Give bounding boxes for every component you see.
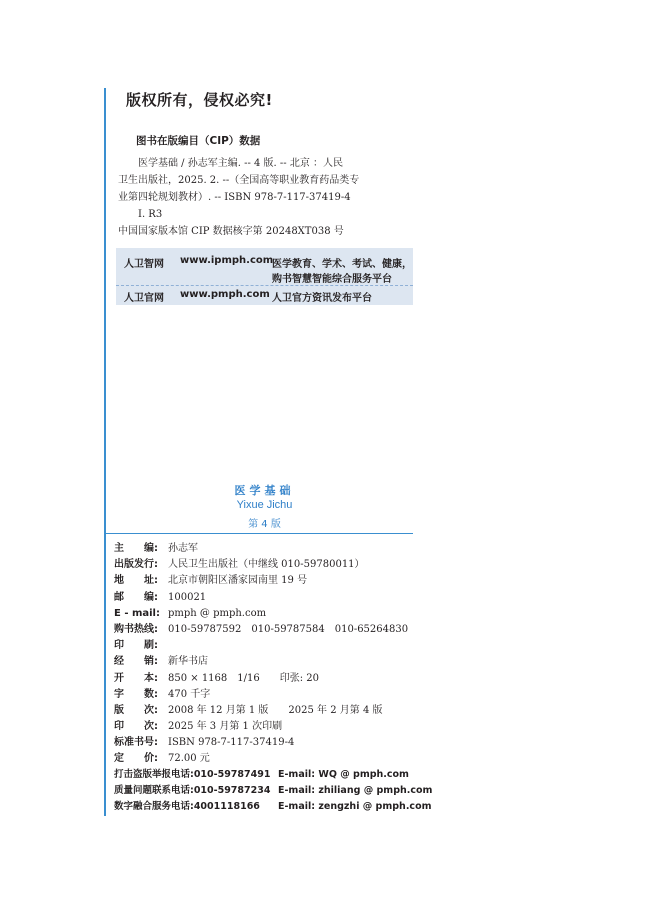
divider-line bbox=[106, 533, 413, 534]
colophon-value: 2008 年 12 月第 1 版 2025 年 2 月第 4 版 bbox=[168, 704, 383, 716]
colophon-row bbox=[114, 638, 414, 654]
colophon-row bbox=[114, 654, 414, 670]
colophon-label: 开 本: bbox=[114, 672, 158, 684]
platform-name: 人卫官网 bbox=[124, 293, 164, 304]
cip-title: 图书在版编目（CIP）数据 bbox=[136, 135, 261, 147]
contact-row bbox=[114, 799, 432, 815]
contact-label: 打击盗版举报电话: bbox=[114, 769, 194, 780]
colophon-value: 北京市朝阳区潘家园南里 19 号 bbox=[168, 575, 308, 587]
colophon-label: 购书热线: bbox=[114, 623, 158, 635]
platform-desc: 医学教育、学术、考试、健康， bbox=[272, 259, 412, 270]
colophon-value: 新华书店 bbox=[168, 656, 208, 668]
colophon-label: E - mail: bbox=[114, 607, 160, 619]
colophon-value: 72.00 元 bbox=[168, 753, 210, 765]
colophon-label: 版 次: bbox=[114, 704, 158, 716]
platform-url-link[interactable]: www.pmph.com bbox=[180, 289, 270, 300]
colophon-label: 定 价: bbox=[114, 753, 158, 765]
platform-desc: 人卫官方资讯发布平台 bbox=[272, 293, 372, 304]
cip-line: Ⅰ. R3 bbox=[138, 209, 163, 220]
colophon-value: 2025 年 3 月第 1 次印刷 bbox=[168, 721, 283, 733]
colophon-value: 人民卫生出版社（中继线 010-59780011） bbox=[168, 559, 365, 571]
contact-email[interactable]: E-mail: zengzhi @ pmph.com bbox=[278, 801, 432, 812]
colophon-label: 经 销: bbox=[114, 656, 158, 668]
platform-url-link[interactable]: www.ipmph.com bbox=[180, 255, 274, 266]
colophon-row bbox=[114, 557, 414, 573]
contact-footer bbox=[114, 767, 433, 815]
colophon-row bbox=[114, 590, 414, 606]
cip-line: 中国国家版本馆 CIP 数据核字第 20248XT038 号 bbox=[118, 226, 344, 237]
colophon-value: 470 千字 bbox=[168, 688, 211, 700]
platform-info-box bbox=[116, 248, 413, 305]
colophon-value: ISBN 978-7-117-37419-4 bbox=[168, 737, 295, 749]
box-divider bbox=[116, 285, 413, 286]
colophon-label: 印 刷: bbox=[114, 640, 158, 652]
colophon-label: 地 址: bbox=[114, 575, 158, 587]
book-title-pinyin: Yixue Jichu bbox=[236, 499, 293, 511]
left-rule bbox=[104, 88, 106, 816]
cip-line: 业第四轮规划教材）. -- ISBN 978-7-117-37419-4 bbox=[118, 192, 351, 203]
colophon-row bbox=[114, 573, 414, 589]
platform-name: 人卫智网 bbox=[124, 259, 164, 270]
contact-phone: 010-59787234 bbox=[193, 785, 271, 796]
contact-label: 质量问题联系电话: bbox=[114, 785, 194, 796]
colophon-value: 100021 bbox=[168, 591, 207, 603]
copyright-notice: 版权所有，侵权必究! bbox=[126, 91, 273, 109]
cip-line: 医学基础 / 孙志军主编. -- 4 版. -- 北京 ：人民 bbox=[138, 158, 344, 169]
contact-phone: 4001118166 bbox=[193, 801, 260, 812]
colophon-label: 主 编: bbox=[114, 543, 158, 554]
colophon-row bbox=[114, 671, 414, 687]
colophon-row bbox=[114, 606, 414, 622]
contact-phone: 010-59787491 bbox=[193, 769, 271, 780]
colophon-value: 010-59787592 010-59787584 010-65264830 bbox=[168, 623, 409, 635]
colophon-label: 字 数: bbox=[114, 688, 158, 700]
contact-email[interactable]: E-mail: WQ @ pmph.com bbox=[278, 769, 409, 780]
cip-line: 卫生出版社，2025. 2. --（全国高等职业教育药品类专 bbox=[118, 175, 360, 186]
colophon-row bbox=[114, 541, 414, 557]
platform-desc: 购书智慧智能综合服务平台 bbox=[272, 274, 392, 285]
colophon-label: 出版发行: bbox=[114, 559, 158, 571]
cip-record bbox=[118, 155, 388, 240]
contact-row bbox=[114, 783, 433, 799]
contact-label: 数字融合服务电话: bbox=[114, 801, 194, 812]
colophon-row bbox=[114, 719, 414, 735]
colophon-value: 850 × 1168 1/16 印张: 20 bbox=[168, 672, 320, 684]
colophon-label: 印 次: bbox=[114, 721, 158, 733]
colophon-email-link[interactable]: pmph @ pmph.com bbox=[168, 607, 267, 619]
contact-email[interactable]: E-mail: zhiliang @ pmph.com bbox=[278, 785, 433, 796]
colophon-row bbox=[114, 751, 414, 767]
colophon-value: 孙志军 bbox=[168, 543, 198, 554]
book-title: 医学基础 bbox=[234, 484, 295, 497]
contact-row bbox=[114, 767, 414, 783]
colophon-row bbox=[114, 735, 414, 751]
colophon-label: 标准书号: bbox=[114, 737, 158, 749]
book-edition: 第 4 版 bbox=[248, 519, 281, 530]
colophon-row bbox=[114, 703, 414, 719]
colophon-row bbox=[114, 687, 414, 703]
colophon-row bbox=[114, 622, 414, 638]
colophon-label: 邮 编: bbox=[114, 591, 158, 603]
colophon bbox=[114, 541, 414, 768]
